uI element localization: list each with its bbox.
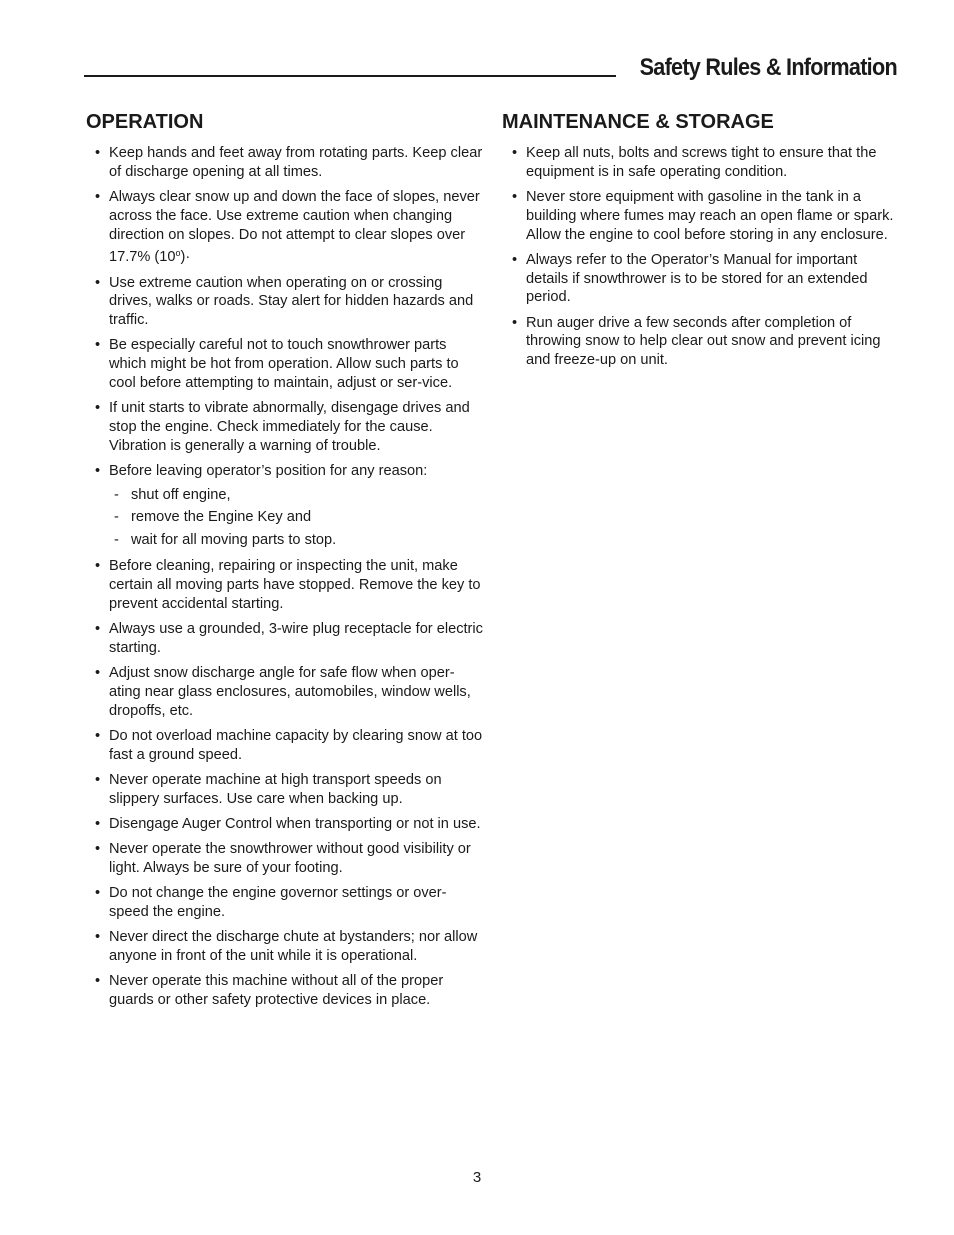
list-item: • Never store equipment with gasoline in the tank in a building where fumes may reach an open flame or spark. Allow the engine to cool before storing in any enclosure. bbox=[502, 188, 897, 244]
list-item: • Keep hands and feet away from rotating parts. Keep clear of discharge opening at all times. bbox=[86, 144, 486, 182]
list-item: • Run auger drive a few seconds after completion of throwing snow to help clear out snow and prevent icing and freeze-up on unit. bbox=[502, 314, 897, 370]
maintenance-section bbox=[502, 108, 897, 376]
list-item: • Be especially careful not to touch snowthrower parts which might be hot from operation. Allow such parts to cool before attempting to maintain, adjust or ser-vice. bbox=[86, 336, 486, 392]
leaving-step: - remove the Engine Key and bbox=[86, 506, 486, 528]
list-item: • Before cleaning, repairing or inspecting the unit, make certain all moving parts have stopped. Remove the key to prevent accidental starting. bbox=[86, 557, 486, 613]
list-item: • Keep all nuts, bolts and screws tight to ensure that the equipment is in safe operating condition. bbox=[502, 144, 897, 182]
list-item bbox=[86, 462, 486, 551]
list-item-text: Before leaving operator’s position for any reason: bbox=[109, 462, 428, 479]
operation-section bbox=[86, 108, 486, 1016]
operation-list bbox=[86, 144, 486, 1010]
page-title: Safety Rules & Information bbox=[639, 54, 897, 81]
list-item: • Do not change the engine governor settings or over-speed the engine. bbox=[86, 884, 486, 922]
list-item: • Always use a grounded, 3-wire plug receptacle for electric starting. bbox=[86, 620, 486, 658]
maintenance-heading: MAINTENANCE & STORAGE bbox=[502, 111, 774, 133]
list-item: • Always refer to the Operator’s Manual for important details if snowthrower is to be stored for an extended period. bbox=[502, 251, 897, 307]
list-item bbox=[86, 188, 486, 267]
list-item: • Never direct the discharge chute at bystanders; nor allow anyone in front of the unit while it is operational. bbox=[86, 928, 486, 966]
degree-suffix: )· bbox=[180, 249, 191, 266]
list-item: • If unit starts to vibrate abnormally, disengage drives and stop the engine. Check immediately for the cause. Vibration is generally a warning of trouble. bbox=[86, 399, 486, 455]
leaving-step: - wait for all moving parts to stop. bbox=[86, 529, 486, 551]
list-item-text: Always clear snow up and down the face of slopes, never across the face. Use extreme caution when changing direction on slopes. Do not attempt to clear slopes over 17.7% (10 bbox=[109, 188, 480, 266]
list-item: • Adjust snow discharge angle for safe flow when oper-ating near glass enclosures, automobiles, window wells, dropoffs, etc. bbox=[86, 664, 486, 720]
leaving-step: - shut off engine, bbox=[86, 484, 486, 506]
list-item: • Disengage Auger Control when transporting or not in use. bbox=[86, 815, 486, 834]
maintenance-list bbox=[502, 144, 897, 370]
degree-mark: o bbox=[175, 248, 181, 259]
list-item: • Do not overload machine capacity by clearing snow at too fast a ground speed. bbox=[86, 727, 486, 765]
leaving-steps-list bbox=[86, 484, 486, 551]
header-rule bbox=[84, 75, 616, 77]
page-number: 3 bbox=[472, 1169, 482, 1186]
list-item: • Use extreme caution when operating on or crossing drives, walks or roads. Stay alert for hidden hazards and traffic. bbox=[86, 274, 486, 330]
list-item: • Never operate machine at high transport speeds on slippery surfaces. Use care when backing up. bbox=[86, 771, 486, 809]
list-item: • Never operate this machine without all of the proper guards or other safety protective devices in place. bbox=[86, 972, 486, 1010]
list-item: • Never operate the snowthrower without good visibility or light. Always be sure of your footing. bbox=[86, 840, 486, 878]
operation-heading: OPERATION bbox=[86, 111, 204, 133]
